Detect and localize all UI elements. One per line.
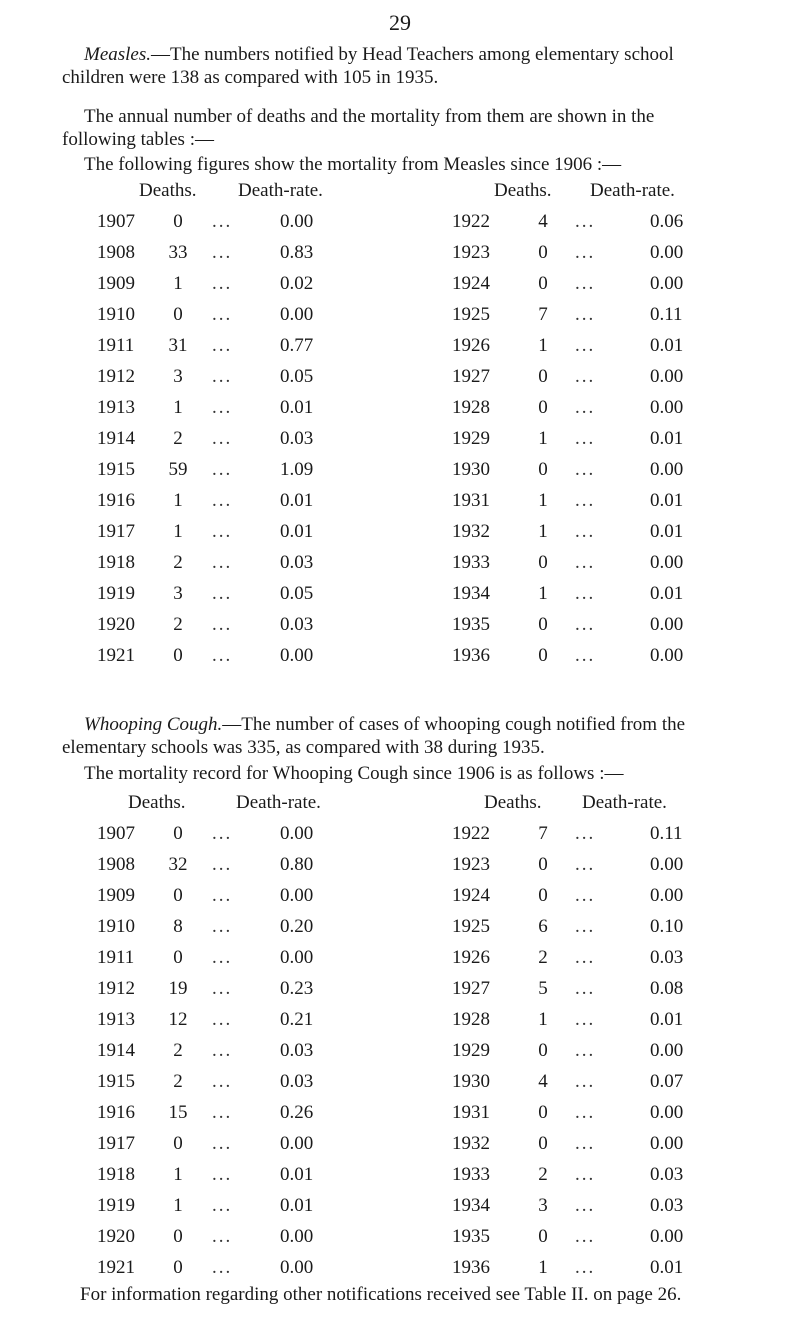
year-cell: 1916 xyxy=(97,490,135,511)
table-row xyxy=(0,1164,800,1195)
leader-dots: ... xyxy=(212,645,233,666)
deaths-cell: 0 xyxy=(538,885,548,906)
year-cell: 1925 xyxy=(452,916,490,937)
leader-dots: ... xyxy=(575,428,596,449)
leader-dots: ... xyxy=(212,490,233,511)
year-cell: 1921 xyxy=(97,645,135,666)
leader-dots: ... xyxy=(212,273,233,294)
year-cell: 1921 xyxy=(97,1257,135,1278)
deaths-cell: 5 xyxy=(538,978,548,999)
leader-dots: ... xyxy=(575,854,596,875)
deaths-cell: 12 xyxy=(168,1009,188,1030)
whooping-table-intro xyxy=(62,762,762,785)
year-cell: 1935 xyxy=(452,614,490,635)
year-cell: 1925 xyxy=(452,304,490,325)
leader-dots: ... xyxy=(212,211,233,232)
table-row xyxy=(0,521,800,552)
death-rate-cell: 0.01 xyxy=(650,521,684,542)
deaths-cell: 31 xyxy=(168,335,188,356)
leader-dots: ... xyxy=(575,521,596,542)
death-rate-cell: 0.00 xyxy=(650,1040,684,1061)
year-cell: 1930 xyxy=(452,459,490,480)
table-row xyxy=(0,645,800,676)
deaths-cell: 3 xyxy=(173,583,183,604)
death-rate-cell: 0.00 xyxy=(650,1133,684,1154)
leader-dots: ... xyxy=(575,304,596,325)
year-cell: 1916 xyxy=(97,1102,135,1123)
deaths-cell: 1 xyxy=(173,397,183,418)
deaths-cell: 0 xyxy=(173,304,183,325)
deaths-cell: 1 xyxy=(538,428,548,449)
table-row xyxy=(0,916,800,947)
year-cell: 1908 xyxy=(97,854,135,875)
measles-heading: Measles. xyxy=(84,44,152,65)
leader-dots: ... xyxy=(212,304,233,325)
year-cell: 1913 xyxy=(97,1009,135,1030)
death-rate-cell: 0.03 xyxy=(650,1164,684,1185)
death-rate-cell: 0.00 xyxy=(280,823,314,844)
deaths-cell: 0 xyxy=(538,1133,548,1154)
death-rate-cell: 0.00 xyxy=(280,211,314,232)
year-cell: 1912 xyxy=(97,366,135,387)
deaths-cell: 0 xyxy=(538,242,548,263)
death-rate-cell: 0.03 xyxy=(280,552,314,573)
death-rate-cell: 0.83 xyxy=(280,242,314,263)
year-cell: 1928 xyxy=(452,397,490,418)
leader-dots: ... xyxy=(575,335,596,356)
death-rate-cell: 0.03 xyxy=(650,947,684,968)
leader-dots: ... xyxy=(212,1226,233,1247)
leader-dots: ... xyxy=(575,645,596,666)
death-rate-cell: 0.01 xyxy=(650,1009,684,1030)
deaths-cell: 0 xyxy=(173,1257,183,1278)
table-row xyxy=(0,1009,800,1040)
measles-intro-text: —The numbers notified by Head Teachers among elementary school children were 138 as compared with 105 in 1935. xyxy=(62,44,674,88)
leader-dots: ... xyxy=(212,854,233,875)
deaths-cell: 15 xyxy=(168,1102,188,1123)
leader-dots: ... xyxy=(212,1040,233,1061)
leader-dots: ... xyxy=(212,1195,233,1216)
table-row xyxy=(0,273,800,304)
header-death-rate-left: Death-rate. xyxy=(238,180,323,201)
year-cell: 1917 xyxy=(97,521,135,542)
deaths-cell: 1 xyxy=(538,1009,548,1030)
deaths-cell: 0 xyxy=(538,552,548,573)
leader-dots: ... xyxy=(212,583,233,604)
deaths-cell: 3 xyxy=(173,366,183,387)
header-deaths-left: Deaths. xyxy=(139,180,197,201)
header-death-rate-right: Death-rate. xyxy=(590,180,675,201)
leader-dots: ... xyxy=(212,1257,233,1278)
deaths-cell: 1 xyxy=(538,583,548,604)
death-rate-cell: 0.01 xyxy=(650,428,684,449)
death-rate-cell: 0.02 xyxy=(280,273,314,294)
death-rate-cell: 0.01 xyxy=(280,1195,314,1216)
year-cell: 1918 xyxy=(97,1164,135,1185)
year-cell: 1911 xyxy=(97,947,135,968)
measles-table-header xyxy=(0,180,800,211)
death-rate-cell: 0.00 xyxy=(650,273,684,294)
year-cell: 1918 xyxy=(97,552,135,573)
death-rate-cell: 0.01 xyxy=(650,335,684,356)
leader-dots: ... xyxy=(575,1133,596,1154)
year-cell: 1913 xyxy=(97,397,135,418)
leader-dots: ... xyxy=(575,242,596,263)
table-row xyxy=(0,978,800,1009)
leader-dots: ... xyxy=(575,1040,596,1061)
leader-dots: ... xyxy=(575,490,596,511)
death-rate-cell: 0.06 xyxy=(650,211,684,232)
year-cell: 1915 xyxy=(97,1071,135,1092)
leader-dots: ... xyxy=(575,397,596,418)
year-cell: 1917 xyxy=(97,1133,135,1154)
death-rate-cell: 0.08 xyxy=(650,978,684,999)
whooping-heading: Whooping Cough. xyxy=(84,714,223,735)
whooping-intro-text: —The number of cases of whooping cough notified from the elementary schools was 335, as compared with 38 during 1935. xyxy=(62,714,686,758)
death-rate-cell: 0.00 xyxy=(650,397,684,418)
deaths-cell: 0 xyxy=(538,1102,548,1123)
leader-dots: ... xyxy=(212,521,233,542)
year-cell: 1919 xyxy=(97,1195,135,1216)
leader-dots: ... xyxy=(575,552,596,573)
table-row xyxy=(0,211,800,242)
leader-dots: ... xyxy=(575,947,596,968)
leader-dots: ... xyxy=(575,1071,596,1092)
year-cell: 1910 xyxy=(97,304,135,325)
year-cell: 1932 xyxy=(452,521,490,542)
footer-paragraph xyxy=(30,1283,770,1306)
deaths-cell: 1 xyxy=(538,335,548,356)
death-rate-cell: 0.23 xyxy=(280,978,314,999)
year-cell: 1910 xyxy=(97,916,135,937)
leader-dots: ... xyxy=(575,916,596,937)
table-row xyxy=(0,1195,800,1226)
table-row xyxy=(0,459,800,490)
death-rate-cell: 0.00 xyxy=(280,1133,314,1154)
measles-table-intro xyxy=(62,153,782,176)
death-rate-cell: 0.00 xyxy=(280,645,314,666)
year-cell: 1930 xyxy=(452,1071,490,1092)
leader-dots: ... xyxy=(212,335,233,356)
death-rate-cell: 0.01 xyxy=(280,397,314,418)
leader-dots: ... xyxy=(575,885,596,906)
leader-dots: ... xyxy=(575,1226,596,1247)
leader-dots: ... xyxy=(212,459,233,480)
death-rate-cell: 0.05 xyxy=(280,583,314,604)
year-cell: 1927 xyxy=(452,978,490,999)
table-row xyxy=(0,490,800,521)
death-rate-cell: 0.00 xyxy=(650,645,684,666)
year-cell: 1929 xyxy=(452,428,490,449)
death-rate-cell: 0.01 xyxy=(650,490,684,511)
death-rate-cell: 0.03 xyxy=(280,428,314,449)
deaths-cell: 0 xyxy=(538,645,548,666)
deaths-cell: 2 xyxy=(538,947,548,968)
deaths-cell: 0 xyxy=(173,211,183,232)
table-row xyxy=(0,304,800,335)
leader-dots: ... xyxy=(212,823,233,844)
death-rate-cell: 0.01 xyxy=(650,1257,684,1278)
year-cell: 1922 xyxy=(452,823,490,844)
deaths-cell: 0 xyxy=(173,823,183,844)
death-rate-cell: 0.03 xyxy=(280,1040,314,1061)
deaths-cell: 32 xyxy=(168,854,188,875)
death-rate-cell: 0.77 xyxy=(280,335,314,356)
deaths-cell: 2 xyxy=(173,1071,183,1092)
deaths-cell: 1 xyxy=(538,1257,548,1278)
death-rate-cell: 0.11 xyxy=(650,823,683,844)
year-cell: 1929 xyxy=(452,1040,490,1061)
year-cell: 1923 xyxy=(452,242,490,263)
year-cell: 1934 xyxy=(452,1195,490,1216)
measles-annual-paragraph xyxy=(62,105,712,151)
leader-dots: ... xyxy=(212,1164,233,1185)
deaths-cell: 0 xyxy=(538,614,548,635)
deaths-cell: 2 xyxy=(173,552,183,573)
death-rate-cell: 0.10 xyxy=(650,916,684,937)
table-row xyxy=(0,1071,800,1102)
header-deaths-right: Deaths. xyxy=(484,792,542,813)
leader-dots: ... xyxy=(575,614,596,635)
table-row xyxy=(0,583,800,614)
footer-text: For information regarding other notifications received see Table II. on page 26. xyxy=(80,1284,682,1305)
deaths-cell: 19 xyxy=(168,978,188,999)
deaths-cell: 0 xyxy=(173,947,183,968)
table-row xyxy=(0,1040,800,1071)
death-rate-cell: 0.80 xyxy=(280,854,314,875)
deaths-cell: 1 xyxy=(173,490,183,511)
death-rate-cell: 0.07 xyxy=(650,1071,684,1092)
year-cell: 1931 xyxy=(452,490,490,511)
death-rate-cell: 0.03 xyxy=(280,1071,314,1092)
deaths-cell: 6 xyxy=(538,916,548,937)
death-rate-cell: 1.09 xyxy=(280,459,314,480)
deaths-cell: 1 xyxy=(173,1164,183,1185)
year-cell: 1911 xyxy=(97,335,135,356)
header-death-rate-left: Death-rate. xyxy=(236,792,321,813)
table-row xyxy=(0,242,800,273)
leader-dots: ... xyxy=(575,823,596,844)
year-cell: 1928 xyxy=(452,1009,490,1030)
death-rate-cell: 0.01 xyxy=(280,1164,314,1185)
deaths-cell: 7 xyxy=(538,304,548,325)
death-rate-cell: 0.01 xyxy=(650,583,684,604)
measles-table-intro-text: The following figures show the mortality from Measles since 1906 :— xyxy=(84,154,622,175)
deaths-cell: 0 xyxy=(538,273,548,294)
table-row xyxy=(0,1133,800,1164)
deaths-cell: 2 xyxy=(173,614,183,635)
year-cell: 1927 xyxy=(452,366,490,387)
leader-dots: ... xyxy=(212,366,233,387)
deaths-cell: 0 xyxy=(538,459,548,480)
year-cell: 1914 xyxy=(97,428,135,449)
leader-dots: ... xyxy=(212,1102,233,1123)
deaths-cell: 7 xyxy=(538,823,548,844)
header-deaths-left: Deaths. xyxy=(128,792,186,813)
death-rate-cell: 0.00 xyxy=(280,885,314,906)
leader-dots: ... xyxy=(575,1009,596,1030)
year-cell: 1926 xyxy=(452,947,490,968)
deaths-cell: 0 xyxy=(173,1226,183,1247)
leader-dots: ... xyxy=(575,211,596,232)
header-deaths-right: Deaths. xyxy=(494,180,552,201)
leader-dots: ... xyxy=(575,1195,596,1216)
death-rate-cell: 0.05 xyxy=(280,366,314,387)
death-rate-cell: 0.00 xyxy=(650,242,684,263)
year-cell: 1924 xyxy=(452,885,490,906)
death-rate-cell: 0.01 xyxy=(280,490,314,511)
deaths-cell: 0 xyxy=(538,366,548,387)
death-rate-cell: 0.00 xyxy=(650,614,684,635)
table-row xyxy=(0,885,800,916)
table-row xyxy=(0,947,800,978)
death-rate-cell: 0.00 xyxy=(280,1257,314,1278)
leader-dots: ... xyxy=(212,242,233,263)
year-cell: 1936 xyxy=(452,1257,490,1278)
year-cell: 1907 xyxy=(97,211,135,232)
deaths-cell: 0 xyxy=(538,1040,548,1061)
table-row xyxy=(0,397,800,428)
table-row xyxy=(0,614,800,645)
year-cell: 1908 xyxy=(97,242,135,263)
leader-dots: ... xyxy=(212,552,233,573)
deaths-cell: 1 xyxy=(173,521,183,542)
death-rate-cell: 0.11 xyxy=(650,304,683,325)
death-rate-cell: 0.01 xyxy=(280,521,314,542)
deaths-cell: 0 xyxy=(538,397,548,418)
whooping-mortality-table xyxy=(0,792,800,1288)
measles-mortality-table xyxy=(0,180,800,676)
leader-dots: ... xyxy=(212,614,233,635)
whooping-table-header xyxy=(0,792,800,823)
leader-dots: ... xyxy=(575,583,596,604)
death-rate-cell: 0.00 xyxy=(650,552,684,573)
year-cell: 1920 xyxy=(97,614,135,635)
death-rate-cell: 0.00 xyxy=(650,1102,684,1123)
table-row xyxy=(0,1226,800,1257)
death-rate-cell: 0.03 xyxy=(650,1195,684,1216)
table-row xyxy=(0,1102,800,1133)
table-row xyxy=(0,428,800,459)
deaths-cell: 3 xyxy=(538,1195,548,1216)
deaths-cell: 2 xyxy=(173,428,183,449)
page-number: 29 xyxy=(389,10,411,35)
year-cell: 1923 xyxy=(452,854,490,875)
whooping-intro-paragraph xyxy=(62,713,762,759)
year-cell: 1931 xyxy=(452,1102,490,1123)
deaths-cell: 0 xyxy=(173,885,183,906)
table-row xyxy=(0,854,800,885)
deaths-cell: 0 xyxy=(538,854,548,875)
deaths-cell: 1 xyxy=(173,273,183,294)
deaths-cell: 59 xyxy=(168,459,188,480)
death-rate-cell: 0.00 xyxy=(650,366,684,387)
year-cell: 1919 xyxy=(97,583,135,604)
death-rate-cell: 0.00 xyxy=(650,459,684,480)
deaths-cell: 1 xyxy=(538,521,548,542)
deaths-cell: 4 xyxy=(538,1071,548,1092)
year-cell: 1934 xyxy=(452,583,490,604)
leader-dots: ... xyxy=(575,1102,596,1123)
deaths-cell: 1 xyxy=(173,1195,183,1216)
death-rate-cell: 0.00 xyxy=(280,1226,314,1247)
year-cell: 1914 xyxy=(97,1040,135,1061)
year-cell: 1907 xyxy=(97,823,135,844)
deaths-cell: 0 xyxy=(173,1133,183,1154)
leader-dots: ... xyxy=(575,366,596,387)
deaths-cell: 8 xyxy=(173,916,183,937)
leader-dots: ... xyxy=(575,273,596,294)
death-rate-cell: 0.20 xyxy=(280,916,314,937)
year-cell: 1912 xyxy=(97,978,135,999)
deaths-cell: 1 xyxy=(538,490,548,511)
death-rate-cell: 0.00 xyxy=(280,947,314,968)
leader-dots: ... xyxy=(212,428,233,449)
year-cell: 1926 xyxy=(452,335,490,356)
year-cell: 1935 xyxy=(452,1226,490,1247)
death-rate-cell: 0.00 xyxy=(650,854,684,875)
death-rate-cell: 0.26 xyxy=(280,1102,314,1123)
leader-dots: ... xyxy=(575,1257,596,1278)
year-cell: 1924 xyxy=(452,273,490,294)
leader-dots: ... xyxy=(575,459,596,480)
death-rate-cell: 0.00 xyxy=(650,1226,684,1247)
leader-dots: ... xyxy=(212,397,233,418)
year-cell: 1909 xyxy=(97,273,135,294)
leader-dots: ... xyxy=(212,1133,233,1154)
leader-dots: ... xyxy=(212,1009,233,1030)
table-row xyxy=(0,823,800,854)
year-cell: 1915 xyxy=(97,459,135,480)
leader-dots: ... xyxy=(575,978,596,999)
death-rate-cell: 0.03 xyxy=(280,614,314,635)
year-cell: 1933 xyxy=(452,552,490,573)
death-rate-cell: 0.21 xyxy=(280,1009,314,1030)
leader-dots: ... xyxy=(212,1071,233,1092)
table-row xyxy=(0,335,800,366)
deaths-cell: 0 xyxy=(173,645,183,666)
death-rate-cell: 0.00 xyxy=(650,885,684,906)
deaths-cell: 2 xyxy=(173,1040,183,1061)
table-row xyxy=(0,552,800,583)
year-cell: 1922 xyxy=(452,211,490,232)
leader-dots: ... xyxy=(212,885,233,906)
deaths-cell: 4 xyxy=(538,211,548,232)
deaths-cell: 33 xyxy=(168,242,188,263)
year-cell: 1936 xyxy=(452,645,490,666)
measles-intro-paragraph xyxy=(62,43,712,89)
leader-dots: ... xyxy=(212,916,233,937)
leader-dots: ... xyxy=(575,1164,596,1185)
year-cell: 1932 xyxy=(452,1133,490,1154)
table-row xyxy=(0,366,800,397)
leader-dots: ... xyxy=(212,947,233,968)
death-rate-cell: 0.00 xyxy=(280,304,314,325)
year-cell: 1909 xyxy=(97,885,135,906)
deaths-cell: 0 xyxy=(538,1226,548,1247)
leader-dots: ... xyxy=(212,978,233,999)
year-cell: 1933 xyxy=(452,1164,490,1185)
deaths-cell: 2 xyxy=(538,1164,548,1185)
whooping-table-intro-text: The mortality record for Whooping Cough since 1906 is as follows :— xyxy=(84,763,624,784)
measles-annual-text: The annual number of deaths and the mortality from them are shown in the following tables :— xyxy=(62,106,655,150)
year-cell: 1920 xyxy=(97,1226,135,1247)
header-death-rate-right: Death-rate. xyxy=(582,792,667,813)
